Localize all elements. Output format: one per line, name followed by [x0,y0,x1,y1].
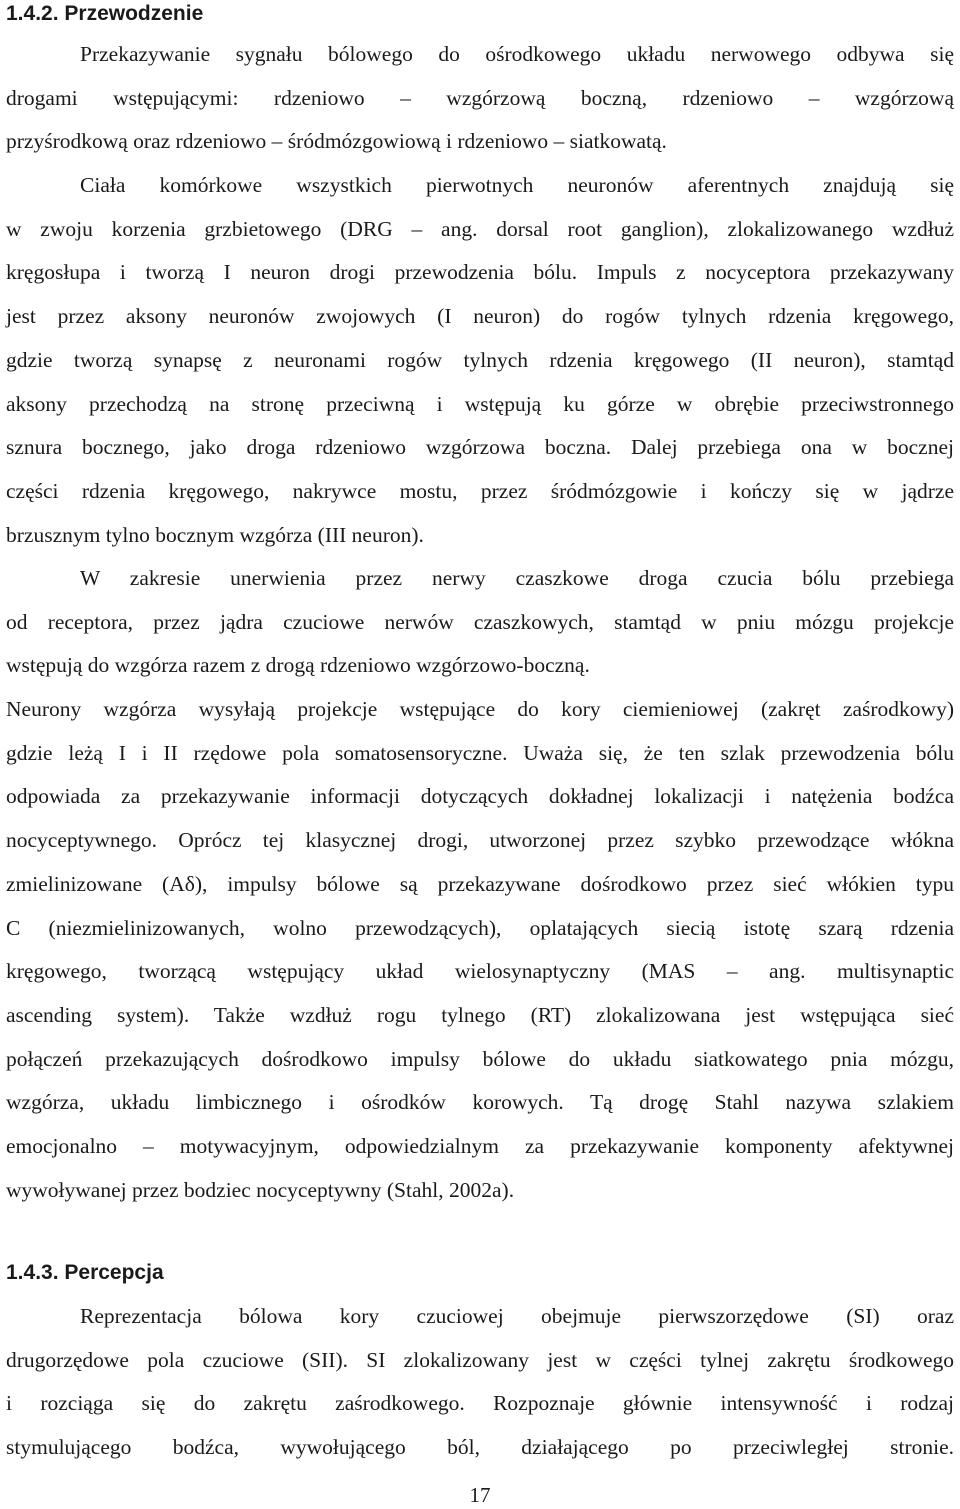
paragraph-perception [6,1295,954,1470]
text-line: kręgosłupa i tworzą I neuron drogi przewodzenia bólu. Impuls z nocyceptora przekazywany [6,260,954,285]
text-line: sznura bocznego, jako droga rdzeniowo wzgórzowa boczna. Dalej przebiega ona w bocznej [6,435,954,460]
text-line: Reprezentacja bólowa kory czuciowej obejmuje pierwszorzędowe (SI) oraz [80,1304,954,1328]
text-line: gdzie tworzą synapsę z neuronami rogów tylnych rdzenia kręgowego (II neuron), stamtąd [6,347,954,372]
text-line: drogami wstępującymi: rdzeniowo – wzgórzową boczną, rdzeniowo – wzgórzową [6,85,954,110]
text-line: Neurony wzgórza wysyłają projekcje wstępujące do kory ciemieniowej (zakręt zaśrodkowy) [6,697,954,721]
text-line: w zwoju korzenia grzbietowego (DRG – ang. dorsal root ganglion), zlokalizowanego wzdłuż [6,216,954,241]
text-line: W zakresie unerwienia przez nerwy czaszkowe droga czucia bólu przebiega [80,566,954,590]
text-line: zmielinizowane (Aδ), impulsy bólowe są przekazywane dośrodkowo przez sieć włókien typu [6,871,954,896]
text-line: Ciała komórkowe wszystkich pierwotnych neuronów aferentnych znajdują się [80,173,954,197]
section-title: Przewodzenie [64,2,204,25]
text-line: jest przez aksony neuronów zwojowych (I neuron) do rogów tylnych rdzenia kręgowego, [6,304,954,329]
paragraph-cranial-nerves [6,557,954,688]
text-line: przyśrodkową oraz rdzeniowo – śródmózgowiową i rdzeniowo – siatkowatą. [6,129,667,154]
text-line: wzgórza, układu limbicznego i ośrodków korowych. Tą drogę Stahl nazywa szlakiem [6,1090,954,1115]
text-line: wywoływanej przez bodziec nocyceptywny (Stahl, 2002a). [6,1177,515,1202]
text-line: i rozciąga się do zakrętu zaśrodkowego. Rozpoznaje głównie intensywność i rodzaj [6,1391,954,1416]
text-line: wstępują do wzgórza razem z drogą rdzeniowo wzgórzowo-boczną. [6,653,590,678]
text-line: gdzie leżą I i II rzędowe pola somatosensoryczne. Uważa się, że ten szlak przewodzenia bólu [6,740,954,765]
page-number: 17 [469,1483,491,1507]
section-number: 1.4.2. [6,2,59,25]
text-line: brzusznym tylno bocznym wzgórza (III neuron). [6,522,424,547]
text-line: kręgowego, tworzącą wstępujący układ wielosynaptyczny (MAS – ang. multisynaptic [6,959,954,984]
text-line: połączeń przekazujących dośrodkowo impulsy bólowe do układu siatkowatego pnia mózgu, [6,1046,954,1071]
text-line: odpowiada za przekazywanie informacji dotyczących dokładnej lokalizacji i natężenia bodźca [6,784,954,809]
text-line: emocjonalno – motywacyjnym, odpowiedzialnym za przekazywanie komponenty afektywnej [6,1134,954,1159]
text-line: nocyceptywnego. Oprócz tej klasycznej drogi, utworzonej przez szybko przewodzące włókna [6,828,954,853]
text-line: C (niezmielinizowanych, wolno przewodzących), oplatających siecią istotę szarą rdzenia [6,915,954,940]
text-line: od receptora, przez jądra czuciowe nerwów czaszkowych, stamtąd w pniu mózgu projekcje [6,609,954,634]
section-heading-1-4-2 [6,1,203,27]
text-line: Przekazywanie sygnału bólowego do ośrodkowego układu nerwowego odbywa się [80,42,954,66]
text-line: drugorzędowe pola czuciowe (SII). SI zlokalizowany jest w części tylnej zakrętu środkowego [6,1347,954,1372]
paragraph-thalamus-projections [6,688,954,1212]
section-heading-1-4-3 [6,1260,164,1286]
text-line: ascending system). Także wzdłuż rogu tylnego (RT) zlokalizowana jest wstępująca sieć [6,1002,954,1027]
section-number: 1.4.3. [6,1261,59,1284]
paragraph-drg-neurons [6,164,954,557]
section-title: Percepcja [64,1261,164,1284]
paragraph-ascending-pathways [6,33,954,164]
text-line: stymulującego bodźca, wywołującego ból, działającego po przeciwległej stronie. [6,1435,954,1460]
text-line: aksony przechodzą na stronę przeciwną i wstępują ku górze w obrębie przeciwstronnego [6,391,954,416]
text-line: części rdzenia kręgowego, nakrywce mostu, przez śródmózgowie i kończy się w jądrze [6,478,954,503]
